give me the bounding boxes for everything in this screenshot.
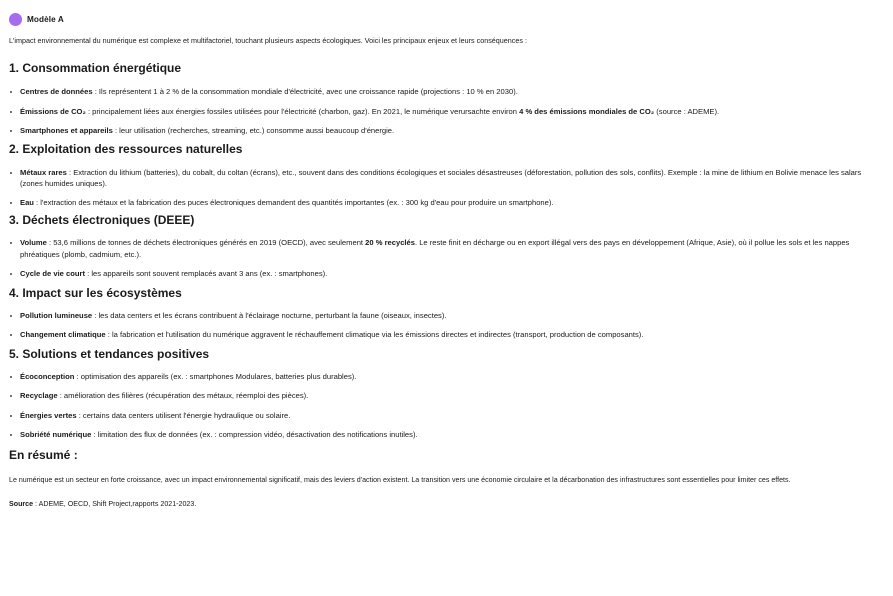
bullet-list xyxy=(9,371,883,441)
bullet-list xyxy=(9,167,883,209)
source-label: Source xyxy=(9,499,34,508)
item-text: : Ils représentent 1 à 2 % de la consommation mondiale d'électricité, avec une croissance rapide (projections : 10 % en 2030). xyxy=(92,87,518,96)
list-item xyxy=(20,429,883,441)
item-text: : optimisation des appareils (ex. : smartphones Modulares, batteries plus durables). xyxy=(74,371,357,381)
item-label: Volume xyxy=(20,238,47,247)
section-heading: 3. Déchets électroniques (DEEE) xyxy=(9,213,195,227)
item-label: Émissions de CO₂ xyxy=(20,106,86,116)
item-text: : amélioration des filières (récupération des métaux, réemploi des pièces). xyxy=(57,391,309,400)
item-text: : la fabrication et l'utilisation du numérique aggravent le réchauffement climatique via les émissions directes et indirectes (transport, production de composants). xyxy=(105,330,644,339)
bullet-list xyxy=(9,310,883,341)
item-text: : l'extraction des métaux et la fabrication des puces électroniques demandent des quantités importantes (ex. : 300 kg d'eau pour produire un smartphone). xyxy=(33,197,554,207)
item-label: Recyclage xyxy=(20,391,58,400)
item-label: Pollution lumineuse xyxy=(20,310,93,320)
section-heading: 4. Impact sur les écosystèmes xyxy=(9,285,182,300)
item-text: : les data centers et les écrans contribuent à l'éclairage nocturne, perturbant la faune (oiseaux, insectes). xyxy=(92,310,447,320)
item-text: : leur utilisation (recherches, streaming, etc.) consomme aussi beaucoup d'énergie. xyxy=(112,126,395,135)
section-heading: 1. Consommation énergétique xyxy=(9,61,182,75)
source-line xyxy=(9,499,883,509)
item-emphasis: 4 % des émissions mondiales de CO₂ xyxy=(519,106,655,116)
item-label: Smartphones et appareils xyxy=(20,126,113,135)
list-item xyxy=(20,268,883,280)
model-name: Modèle A xyxy=(27,15,64,24)
list-item xyxy=(20,125,883,137)
item-text-end: (source : ADEME). xyxy=(654,106,720,116)
item-label: Cycle de vie court xyxy=(20,269,85,278)
item-label: Eau xyxy=(20,197,34,207)
list-item xyxy=(20,86,883,98)
model-header xyxy=(9,12,883,27)
item-label: Changement climatique xyxy=(20,330,106,339)
list-item xyxy=(20,167,883,190)
item-emphasis: 20 % recyclés xyxy=(365,238,415,247)
item-text: : principalement liées aux énergies fossiles utilisées pour l'électricité (charbon, gaz). En 2021, le numérique verursachte environ xyxy=(85,106,520,116)
item-label: Énergies vertes xyxy=(20,410,77,420)
bullet-list xyxy=(9,86,883,137)
list-item xyxy=(20,197,883,209)
item-text: : 53,6 millions de tonnes de déchets électroniques générés en 2019 (OECD), avec seulement xyxy=(46,238,366,247)
source-text: : ADEME, OECD, Shift Project,rapports 2021-2023. xyxy=(33,499,197,508)
bullet-list xyxy=(9,237,883,280)
item-label: Écoconception xyxy=(20,371,75,381)
item-text: : les appareils sont souvent remplacés avant 3 ans (ex. : smartphones). xyxy=(85,269,328,278)
list-item xyxy=(20,410,883,422)
list-item xyxy=(20,106,883,118)
item-text: : limitation des flux de données (ex. : compression vidéo, désactivation des notifications inutiles). xyxy=(91,430,418,439)
item-text: : Extraction du lithium (batteries), du cobalt, du coltan (écrans), etc., souvent dans des conditions écologiques et sociales désastreuses (déforestation, pollution des sols, conflits). Exemple : la mine de lithium en Bolivie menace les salars (zones humides uniques). xyxy=(20,167,862,188)
section-heading: 5. Solutions et tendances positives xyxy=(9,346,210,361)
intro-paragraph: L'impact environnemental du numérique est complexe et multifactoriel, touchant plusieurs aspects écologiques. Voici les principaux enjeux et leurs conséquences : xyxy=(9,36,527,45)
model-dot-icon xyxy=(9,13,22,26)
summary-paragraph: Le numérique est un secteur en forte croissance, avec un impact environnemental significatif, mais des leviers d'action existent. La transition vers une économie circulaire et la décarbonation des infrastructures sont essentielles pour limiter ces effets. xyxy=(9,475,791,484)
item-label: Centres de données xyxy=(20,87,93,96)
list-item xyxy=(20,237,883,260)
list-item xyxy=(20,371,883,383)
summary-heading: En résumé : xyxy=(9,447,78,462)
section-heading: 2. Exploitation des ressources naturelles xyxy=(9,141,243,156)
item-text-end: . Le reste finit en décharge ou en export illégal vers des pays en développement (Afrique, Asie), où il pollue les sols et les nappes phréatiques (plomb, cadmium, etc.). xyxy=(20,238,850,259)
list-item xyxy=(20,390,883,402)
list-item xyxy=(20,329,883,341)
item-label: Métaux rares xyxy=(20,167,67,177)
list-item xyxy=(20,310,883,322)
item-label: Sobriété numérique xyxy=(20,430,92,439)
item-text: : certains data centers utilisent l'énergie hydraulique ou solaire. xyxy=(76,410,291,420)
